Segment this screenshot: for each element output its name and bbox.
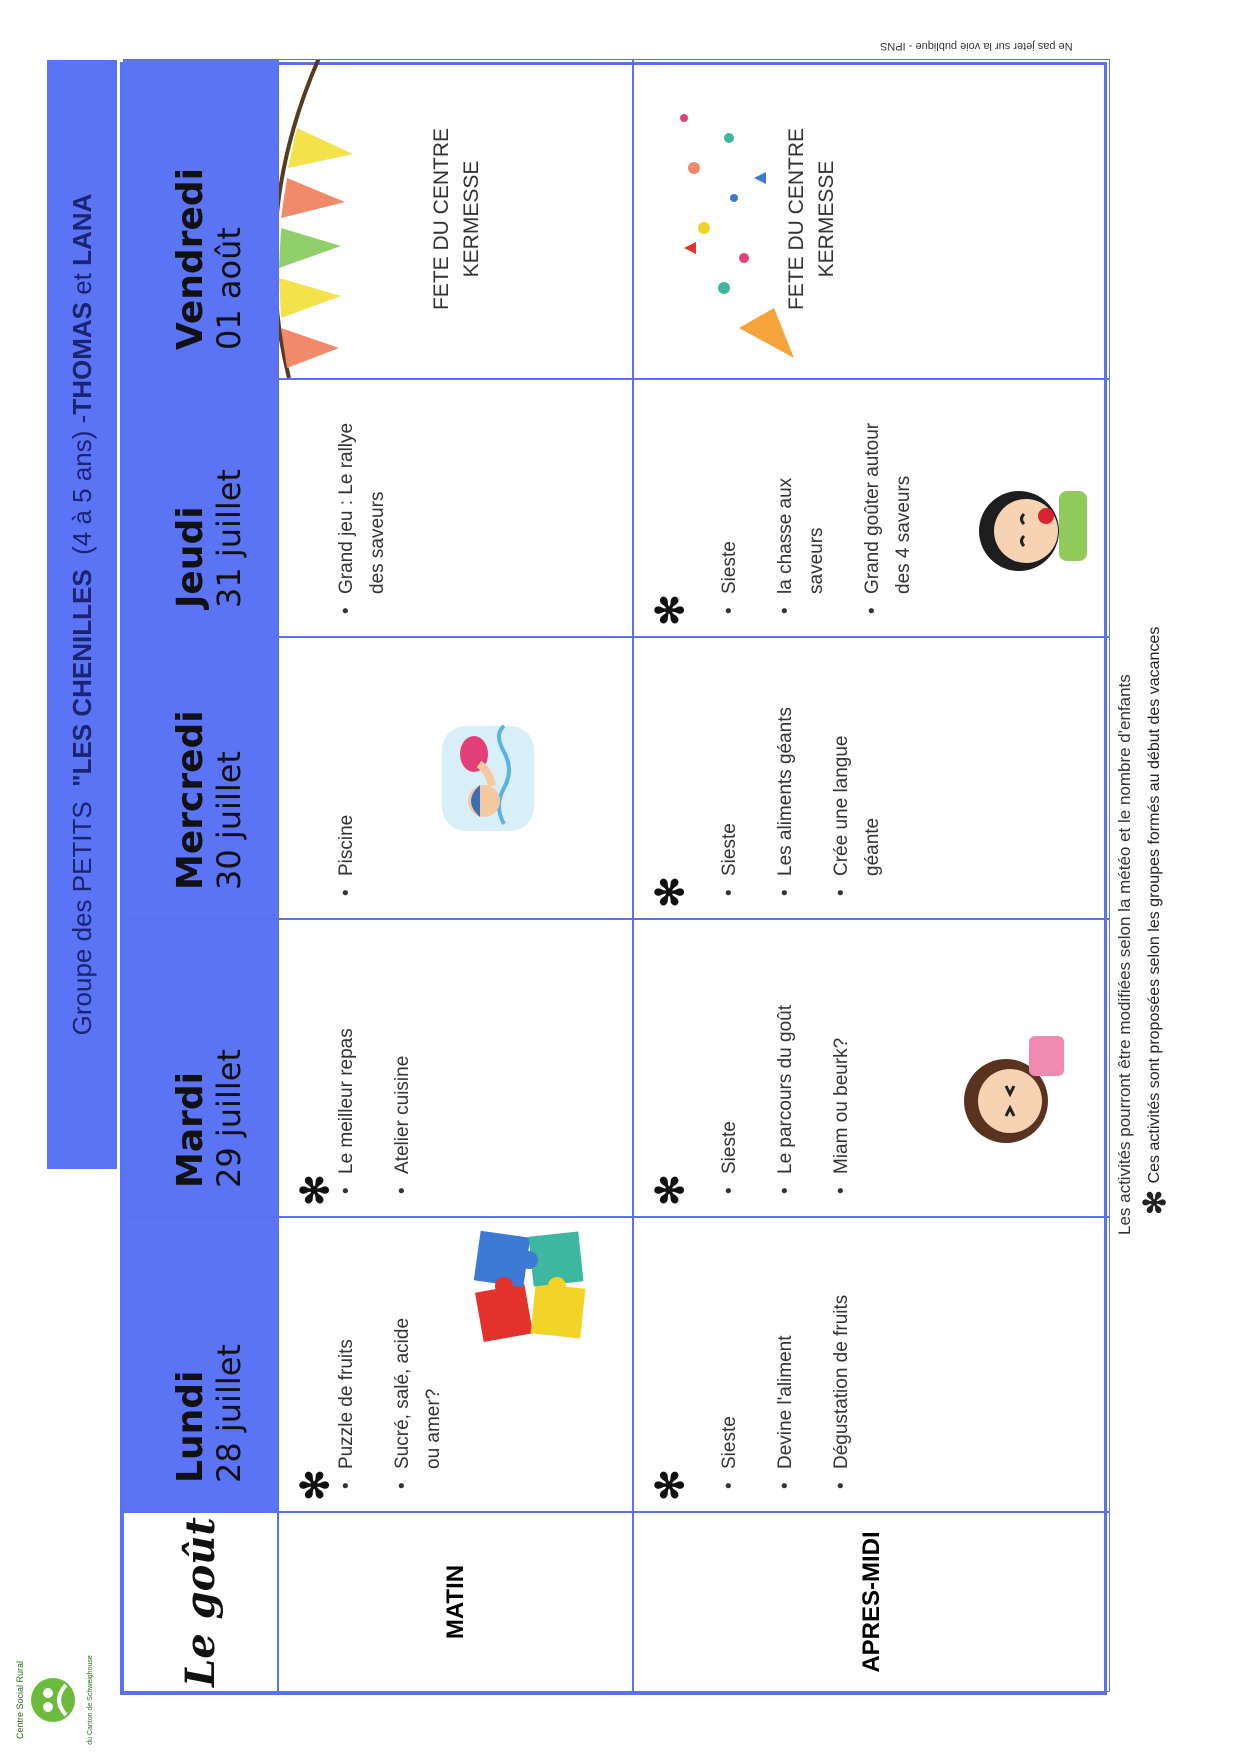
day-date: 28 juillet [210,1344,249,1483]
cell-lundi-matin [278,1217,633,1512]
activity-list [331,930,443,1196]
activity-list [714,1228,882,1491]
ipns-note: Ne pas jeter sur la voie publique - IPNS [880,40,1073,52]
group-name: "LES CHENILLES [66,569,97,787]
cell-lundi-apres-midi [633,1217,1110,1512]
activity-item: • Le parcours du goût [770,930,801,1196]
activity-item: • Grand jeu : Le rallye des saveurs [331,414,393,616]
logo-circle [31,1678,75,1722]
confetti-icon [644,59,804,378]
row-label-text: MATIN [441,1564,469,1640]
activity-item: • Dégustation de fruits [826,1228,857,1491]
activity-item: • Sucré, salé, acide ou amer? [387,1309,449,1491]
activity-item: • Sieste [714,648,745,898]
cell-mercredi-apres-midi [633,637,1110,919]
leader-and: et [66,265,97,303]
group-ages: (4 à 5 ans) - [66,414,97,555]
activity-list [714,648,913,898]
leader-1: THOMAS [66,302,97,415]
star-icon: ✻ [650,1469,692,1501]
star-icon: ✻ [650,1174,692,1206]
row-label-matin [278,1512,633,1692]
cell-vendredi-apres-midi [633,59,1110,379]
fete-text [427,60,487,378]
row-label-apres-midi [633,1512,1110,1692]
day-date: 01 août [210,227,249,350]
fete-line: FETE DU CENTRE [430,128,453,311]
activity-list [714,390,944,616]
footer-note-weather: Les activités pourront être modifiées selon la météo et le nombre d'enfants [1115,674,1134,1235]
footer-note-groups-text: Ces activités sont proposées selon les groupes formés au début des vacances [1146,626,1163,1184]
swimmer-icon [434,721,539,836]
activity-item: • la chasse aux saveurs [770,444,832,616]
cell-vendredi-matin [278,59,633,379]
day-header-lundi [123,1217,278,1512]
activity-list [331,1228,474,1491]
centre-social-logo [8,1655,98,1745]
activity-item: • Piscine [331,648,362,898]
activity-item: • Devine l'aliment [770,1228,801,1491]
activity-item: • Sieste [714,930,745,1196]
day-name: Vendredi [169,168,211,350]
fete-line: FETE DU CENTRE [785,128,808,311]
leader-2: LANA [66,193,97,266]
activity-item: • Atelier cuisine [387,930,418,1196]
cell-mardi-matin [278,919,633,1217]
bunting-icon [279,59,429,378]
group-header [47,60,117,1169]
boy-eating-icon [964,466,1089,586]
cell-mardi-apres-midi [633,919,1110,1217]
day-header-mercredi [123,637,278,919]
cell-jeudi-apres-midi [633,379,1110,637]
day-date: 31 juillet [210,469,249,608]
star-icon: ✻ [295,1469,337,1501]
fete-line: KERMESSE [460,160,483,278]
theme-title: Le goût [177,1517,224,1687]
girl-tasting-icon [944,1031,1069,1156]
logo-bottom-text: du Canton de Schweighouse [87,1655,94,1745]
activity-list [331,648,387,898]
cell-jeudi-matin [278,379,633,637]
day-header-jeudi [123,379,278,637]
activity-list [714,930,882,1196]
activity-item: • Sieste [714,1228,745,1491]
activity-item: • Grand goûter autour des 4 saveurs [857,394,919,616]
footer-note-groups [1138,627,1173,1215]
cell-mercredi-matin [278,637,633,919]
schedule-grid [120,62,1107,1695]
day-header-mardi [123,919,278,1217]
theme-cell [123,1512,278,1692]
row-label-text: APRES-MIDI [857,1531,885,1673]
day-date: 29 juillet [210,1049,249,1188]
day-header-vendredi [123,59,278,379]
activity-item: • Le meilleur repas [331,930,362,1196]
activity-item: • Sieste [714,390,745,616]
day-name: Lundi [169,1370,211,1483]
fete-line: KERMESSE [815,160,838,278]
star-icon: ✻ [650,594,692,626]
day-name: Mercredi [169,710,211,890]
activity-list [331,390,418,616]
star-icon: ✻ [650,876,692,908]
activity-item: • Crée une langue géante [826,696,888,898]
fete-text [782,60,842,378]
day-name: Jeudi [169,506,211,608]
day-name: Mardi [169,1072,211,1188]
star-icon: ✻ [295,1174,337,1206]
puzzle-icon [469,1221,594,1346]
activity-item: • Miam ou beurk? [826,930,857,1196]
group-prefix: Groupe des PETITS [66,801,97,1036]
activity-item: • Les aliments géants [770,648,801,898]
star-icon: ✻ [1139,1189,1172,1215]
activity-item: • Puzzle de fruits [331,1228,362,1491]
logo-top-text: Centre Social Rural [15,1660,25,1740]
day-date: 30 juillet [210,751,249,890]
